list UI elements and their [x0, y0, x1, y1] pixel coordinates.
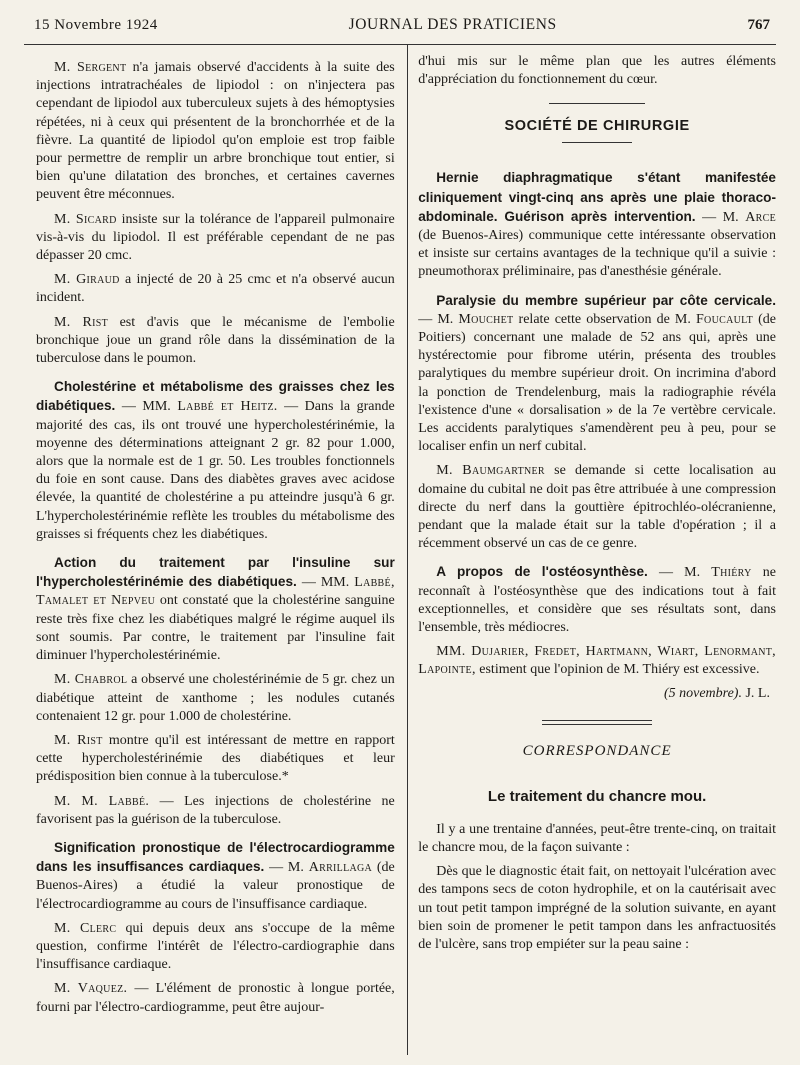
section-title-underline [562, 142, 632, 143]
correspondance-heading: CORRESPONDANCE [522, 742, 672, 759]
paragraph-giraud [36, 271, 395, 307]
paragraph-text: a injecté de 20 à 25 cmc et n'a observé aucun incident. [36, 272, 395, 306]
author-names: Arrillaga [308, 860, 373, 876]
author-names: Mouchet [458, 311, 514, 327]
page-number: 767 [747, 17, 770, 33]
article-heading: Cholestérine et métabolisme des graisses chez les diabétiques. [36, 379, 395, 414]
author-names: Thiéry [711, 565, 752, 581]
paragraph-chabrol [36, 671, 395, 726]
report-signature [418, 686, 770, 702]
paragraph-text: ont constaté que la cholestérine sanguine reste très fixe chez les diabétiques malgré le régime auquel ils sont soumis. Par contre, le traitement par l'insuline fait diminuer l'hypercholestérinémie. [36, 593, 395, 664]
paragraph-sergent [36, 59, 395, 205]
paragraph-text: (de Buenos-Aires) a étudié la valeur pronostique de l'électrocardiogramme au cours de l'insuffisance cardiaque. [36, 860, 395, 912]
paragraph-text: n'a jamais observé d'accidents à la suite des injections intratrachéales de lipiodol : on n'injectera pas cependant de lipiodol aux tuberculeux sujets à des hémoptysies répétées, ni à ceux qui présentent de la bronchorrhée et de la fièvre. La quantité de lipiodol qu'on emploie est trop faible pour permettre de remplir un arbre bronchique tout entier, si bien qu'une dilatation des bronches, et certaines cavernes peuvent être méconnues. [36, 60, 395, 203]
section-title: SOCIÉTÉ DE CHIRURGIE [504, 118, 690, 135]
paragraph-continuation: d'hui mis sur le même plan que les autres éléments d'appréciation du fonctionnement du cœur. [418, 54, 776, 88]
columns [24, 45, 776, 1055]
article-title: Le traitement du chancre mou. [487, 787, 707, 805]
paragraph-dujarier [418, 643, 776, 679]
paragraph-vaquez [36, 980, 395, 1016]
signature-date: (5 novembre). [663, 685, 742, 701]
author-names: Arce [745, 209, 776, 225]
paragraph-cholesterine [36, 378, 395, 544]
article-heading: Hernie diaphragmatique s'étant manifestée cliniquement vingt-cinq ans après une plaie thoraco-abdominale. Guérison après intervention. [418, 170, 776, 224]
speaker-name: M. Baumgartner [436, 463, 545, 479]
paragraph-chancre-1: Il y a une trentaine d'années, peut-être trente-cinq, on traitait le chancre mou, de la façon suivante : [418, 821, 776, 855]
author-names: Labbé, Tamalet et Nepveu [36, 575, 395, 609]
paragraph-insuline [36, 554, 395, 665]
paragraph-text: se demande si cette localisation au domaine du cubital ne doit pas être attribuée à une compression directe du nerf dans la gouttière épitrochléo-olécranienne, pendant que la malade était sur la table d'opération ; il a récemment observé un cas de ce genre. [418, 463, 776, 552]
paragraph-hernie [418, 169, 776, 281]
paragraph-text: estiment que l'opinion de M. Thiéry est excessive. [475, 662, 760, 678]
dash-sep: — M. [418, 311, 459, 327]
dash-sep: — M. [695, 209, 746, 225]
speaker-name: M. Giraud [54, 272, 120, 288]
column-separator [407, 45, 408, 1055]
paragraph-text: montre qu'il est intéressant de mettre en rapport cette hypercholestérinémie des diabétiques et leur prédisposition bien connue à la tuberculose.* [36, 732, 395, 785]
author-names: Labbé et Heitz. [177, 399, 278, 415]
paragraph-text: (de Buenos-Aires) communique cette intéressante observation et insiste sur certains avantages de la technique qu'il a suivie : pneumothorax préliminaire, pas d'anesthésie générale. [418, 228, 776, 280]
paragraph-text: ne reconnaît à l'ostéosynthèse que des indications tout à fait exceptionnelles, et considère que ses résultats sont, dans l'ensemble, très médiocres. [418, 565, 776, 636]
speaker-name: M. Sicard [54, 211, 117, 227]
dash-sep: — MM. [115, 399, 178, 415]
paragraph-text: a observé une cholestérinémie de 5 gr. chez un diabétique atteint de xanthome ; les nodules cutanés contenaient 12 gr. pour 1.000 de cholestérine. [36, 672, 395, 724]
dash-sep: — M. [647, 565, 712, 581]
paragraph-text: — L'élément de pronostic à longue portée, fourni par l'électro-cardiogramme, peut être aujour- [36, 981, 395, 1015]
speaker-name: MM. Dujarier, Fredet, Hartmann, Wiart, Lenormant, Lapointe, [418, 644, 776, 678]
speaker-name: M. Vaquez. [54, 981, 128, 997]
page-header [24, 0, 776, 32]
paragraph-clerc [36, 920, 395, 975]
article-heading: Signification pronostique de l'électrocardiogramme dans les insuffisances cardiaques. [36, 839, 395, 875]
article-heading: A propos de l'ostéosynthèse. [436, 564, 648, 580]
journal-title: JOURNAL DES PRATICIENS [348, 16, 557, 33]
author-names: Foucault [695, 311, 754, 327]
right-column [418, 45, 776, 1055]
speaker-name: M. Sergent [54, 60, 127, 75]
section-divider [549, 103, 645, 104]
paragraph-text: insiste sur la tolérance de l'appareil pulmonaire vis-à-vis du lipiodol. Il est préférable cependant de ne pas dépasser 20 cmc. [36, 211, 395, 264]
paragraph-rist-2 [36, 732, 395, 787]
paragraph-text: — Les injections de cholestérine ne favorisent pas la guérison de la tuberculose. [36, 793, 395, 827]
paragraph-chancre-2: Dès que le diagnostic était fait, on nettoyait l'ulcération avec des tampons secs de coton hydrophile, et on la cautérisait avec un tout petit tampon imprégné de la solution suivante, en ayant bien soin de promener le petit tampon dans les anfractuosités de l'ulcère, sans trop empiéter sur la peau saine : [418, 864, 776, 952]
article-heading: Paralysie du membre supérieur par côte cervicale. [436, 292, 776, 308]
paragraph-osteosynthese [418, 563, 776, 637]
signature-initials: J. L. [741, 685, 770, 701]
header-date: 15 Novembre 1924 [34, 17, 158, 33]
paragraph-electrocardiogramme [36, 839, 395, 914]
paragraph-text: — Dans la grande majorité des cas, ils ont trouvé une hypercholestérinémie, la moyenne des déterminations atteignant 2 gr. 82 pour 1.000, alors que la normale est de 1 gr. 50. Les troubles fonctionnels du foie en sont cause. Dans des diabètes graves avec acidose élevée, la quantité de cholestérine a pu atteindre jusqu'à 6 gr. L'hypercholestérinémie reflète les troubles du métabolisme des graisses si fréquents chez les diabétiques. [36, 399, 395, 542]
paragraph-text: qui depuis deux ans s'occupe de la même question, confirme l'intérêt de l'électro-cardiographie dans l'insuffisance cardiaque. [36, 920, 395, 973]
paragraph-text: est d'avis que le mécanisme de l'embolie bronchique joue un grand rôle dans la dissémination de la tuberculose dans le poumon. [36, 314, 395, 367]
paragraph-text: relate cette observation de M. [513, 311, 696, 327]
dash-sep: — M. [264, 860, 309, 876]
paragraph-paralysie [418, 292, 776, 457]
speaker-name: M. Chabrol [54, 672, 128, 688]
speaker-name: M. Rist [54, 314, 108, 330]
left-column [36, 45, 395, 1055]
paragraph-rist-1 [36, 314, 395, 369]
double-divider [542, 720, 652, 725]
paragraph-labbe [36, 793, 395, 829]
paragraph-text: (de Poitiers) concernant une malade de 52 ans qui, après une hystérectomie pour fibrome utérin, présenta des troubles paralytiques du membre supérieur droit. On incrimina d'abord la ponction de Trendelenburg, mais la radiographie révéla l'existence d'une « dorsalisation » de la 7e vertèbre cervicale. Les accidents paralytiques s'amendèrent peu à peu, pour se localiser enfin un nerf cubital. [418, 311, 776, 455]
speaker-name: M. M. Labbé. [54, 793, 150, 809]
paragraph-baumgartner [418, 462, 776, 553]
article-heading: Action du traitement par l'insuline sur l'hypercholestérinémie des diabétiques. [36, 555, 395, 590]
speaker-name: M. Rist [54, 732, 103, 748]
speaker-name: M. Clerc [54, 920, 117, 936]
dash-sep: — MM. [296, 575, 355, 591]
paragraph-sicard [36, 211, 395, 266]
